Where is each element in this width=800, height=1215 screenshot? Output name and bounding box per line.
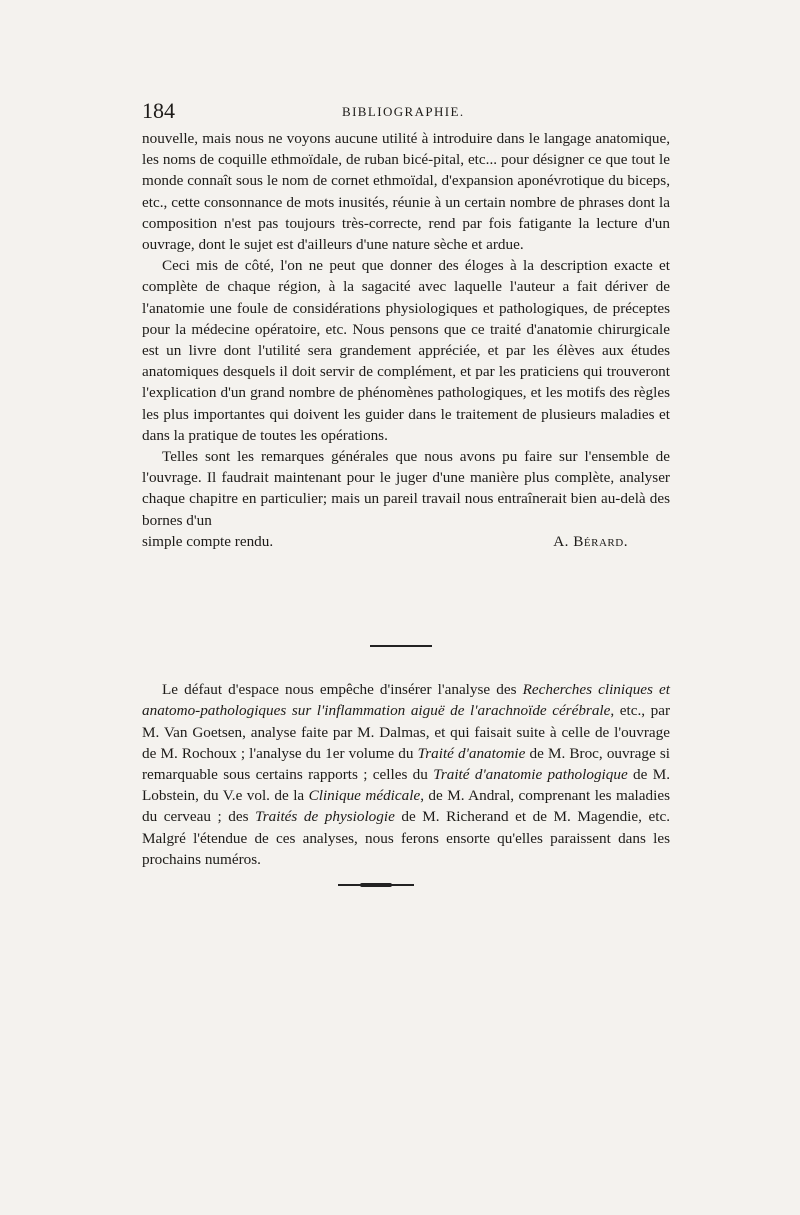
notice-title-clinique-medicale: Clinique médicale <box>308 787 421 805</box>
end-ornament-rule <box>338 884 414 886</box>
running-head: BIBLIOGRAPHIE. <box>342 104 465 119</box>
section-divider <box>370 645 432 647</box>
closing-line <box>142 531 670 552</box>
notice-text-2: , etc., par M. Van Goetsen, analyse faite par M. Dalmas, et qui faisait suite à celle de l'ouvrage de M. Rochoux ; l'analyse du 1er volume du <box>142 702 670 762</box>
notice-title-anatomie-pathologique: Traité d'anatomie pathologique <box>433 766 628 783</box>
notice-text-1: Le défaut d'espace nous empêche d'insérer l'analyse des <box>162 681 523 699</box>
notice-title-traite-anatomie: Traité d'anatomie <box>417 744 526 762</box>
author-signature: A. Bérard. <box>553 532 628 550</box>
paragraph-1: nouvelle, mais nous ne voyons aucune utilité à introduire dans le langage anatomique, les noms de coquille ethmoïdale, de ruban bicé-pital, etc... pour désigner ce que tout le monde connaît sous le nom de cornet ethmoïdal, d'expansion aponévrotique du biceps, etc., cette consonnance de mots inusités, réunie à un certain nombre de phrases dont la composition n'est pas toujours très-correcte, rend par fois fatigante la lecture d'un ouvrage, dont le sujet est d'ailleurs d'une nature sèche et ardue. <box>142 130 670 254</box>
notice-title-physiologie: Traités de physiologie <box>255 808 395 826</box>
notice-text-6: de M. Richerand et de M. Magendie, etc. Malgré l'étendue de ces analyses, nous ferons ensorte qu'elles paraissent dans les prochains numéros. <box>142 808 670 868</box>
page-header <box>142 98 670 122</box>
review-text <box>142 128 670 552</box>
paragraph-3: Telles sont les remarques générales que nous avons pu faire sur l'ensemble de l'ouvrage. Il faudrait maintenant pour le juger d'une manière plus complète, analyser chaque chapitre en particulier; mais un pareil travail nous entraînerait bien au-delà des bornes d'un <box>142 448 670 529</box>
page-number: 184 <box>142 98 175 123</box>
closing-text: simple compte rendu. <box>142 532 274 550</box>
notice-title-recherches: Recherches cliniques et anatomo-pathologiques sur l'inflammation aiguë de l'arachnoïde cérébrale <box>142 681 671 720</box>
editorial-notice <box>142 679 670 870</box>
notice-text-3: de M. Broc, ouvrage si remarquable sous certains rapports ; celles du <box>142 744 670 783</box>
notice-text-5: , de M. Andral, comprenant les maladies du cerveau ; des <box>142 787 670 826</box>
notice-text-4: de M. Lobstein, du V.e vol. de la <box>142 766 671 805</box>
paragraph-2: Ceci mis de côté, l'on ne peut que donner des éloges à la description exacte et complète de chaque région, à la sagacité avec laquelle l'auteur a fait dériver de l'anatomie une foule de considérations physiologiques et pathologiques, de préceptes pour la médecine opératoire, etc. Nous pensons que ce traité d'anatomie chirurgicale est un livre dont l'utilité sera grandement appréciée, et par les élèves aux études anatomiques desquels il doit servir de complément, et par les praticiens qui trouveront l'explication d'un grand nombre de phénomènes pathologiques, et les motifs des règles les plus importantes qui doivent les guider dans le traitement de plusieurs maladies et dans la pratique de toutes les opérations. <box>142 257 670 444</box>
